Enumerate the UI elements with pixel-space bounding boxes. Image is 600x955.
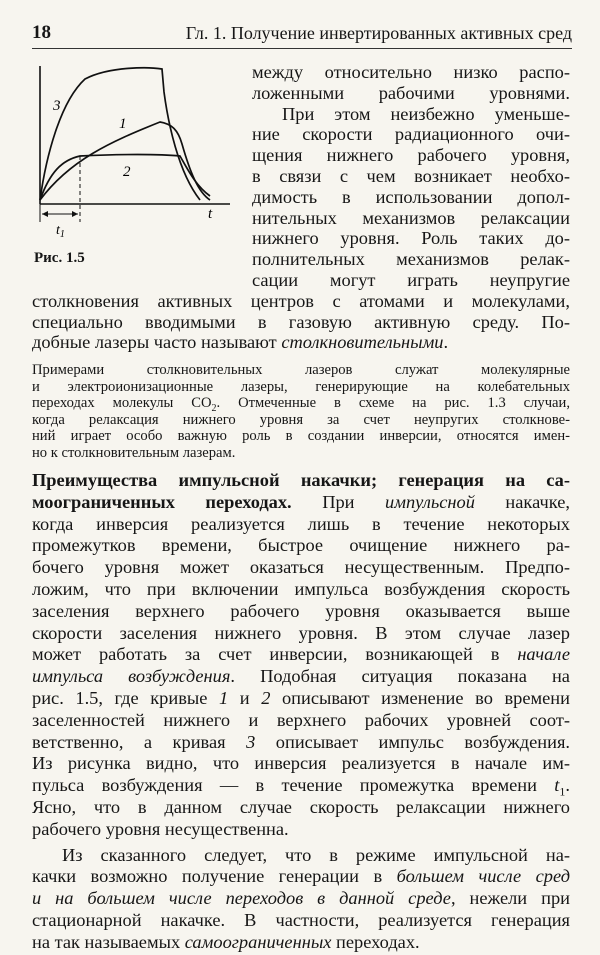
label-curve-2: 2 [123,164,131,180]
section2-line-3: когда инверсия реализуется лишь в течение некоторых [32,513,570,534]
para1-line-4: ние скорости радиационного очи- [252,124,570,145]
label-curve-3: 3 [53,98,61,114]
para1-line-12: столкновения активных центров с атомами и молекулами, [32,290,570,311]
para1-line-5: щения нижнего рабочего уровня, [252,145,570,166]
para1-line-11: сации могут играть неупругие [252,270,570,290]
section2-line-9: может работать за счет инверсии, возникающей в начале [32,644,570,665]
para3-line-5: на так называемых самоограниченных переходах. [32,931,420,952]
section2-line-17: рабочего уровня несущественна. [32,818,289,839]
para1-line-14: добные лазеры часто называют столкновительными. [32,332,449,353]
section2-heading-2: моограниченных переходах. [32,491,292,512]
para1-line-9: нижнего уровня. Роль таких до- [252,228,570,249]
section2-heading-1: Преимущества импульсной накачки; генерация на са- [32,470,570,490]
figure-caption: Рис. 1.5 [34,250,85,266]
figure-1-5 [30,62,245,287]
para3-line-3: и на большем числе переходов в данной среде, нежели при [32,888,570,909]
para1-line-13: специально вводимыми в газовую активную среду. По- [32,311,570,332]
label-curve-1: 1 [119,116,127,132]
para3-line-4: стационарной накачке. В частности, реализуется генерация [32,910,570,930]
para1-line-1: между относительно низко распо- [252,62,570,82]
section2-line-13: ветственно, а кривая 3 описывает импульс возбуждения. [32,731,570,752]
section2-line-12: заселенностей нижнего и верхнего рабочих уровней соот- [32,709,570,730]
running-title: Гл. 1. Получение инвертированных активных сред [185,23,572,43]
term-stolknovitelnymi: столкновительными [281,332,444,353]
note-line-5: ний играет особо важную роль в создании инверсии, относятся имен- [32,428,570,445]
para1-line-6: в связи с чем возникает необхо- [252,166,570,186]
para1-line-2: ложенными рабочими уровнями. [252,82,570,103]
section2-line-6: ложим, что при включении импульса возбуждения скорость [32,579,570,599]
note-line-3: переходах молекулы $CO_2$. Отмеченные в схеме на рис. 1.3 случаи, [32,395,570,415]
curve-3 [40,68,200,200]
section2-heading-2-line: моограниченных переходах. При импульсной накачке, [32,491,570,512]
section2-line-7: заселения верхнего рабочего уровня оказывается выше [32,600,570,621]
para3-line-1: Из сказанного следует, что в режиме импульсной на- [62,844,570,865]
para1-line-10: полнительных механизмов релак- [252,249,570,270]
section2-line-16: Ясно, что в данном случае скорость релаксации нижнего [32,797,570,817]
section2-line-10: импульса возбуждения. Подобная ситуация показана на [32,666,570,687]
para1-line-8: нительных механизмов релаксации [252,207,570,228]
section2-line-15: пульса возбуждения — в течение промежутка времени $t_1$. [32,775,570,799]
section2-line-11: рис. 1.5, где кривые 1 и 2 описывают изменение во времени [32,688,570,708]
label-t1: $t_1$ [56,223,65,240]
para1-line-3: При этом неизбежно уменьше- [282,103,570,124]
para1-line-7: димость в использовании допол- [252,186,570,207]
page-number: 18 [32,22,51,43]
note-line-6: но к столкновительным лазерам. [32,444,236,461]
note-line-2: и электроионизационные лазеры, генерирующие на колебательных [32,378,570,395]
t1-arrow-left [42,211,48,217]
section2-line-4: промежутков времени, быстрое очищение нижнего ра- [32,535,570,556]
t1-arrow-right [72,211,78,217]
section2-line-8: скорости заселения нижнего уровня. В этом случае лазер [32,622,570,643]
section2-line-14: Из рисунка видно, что инверсия реализуется в начале им- [32,753,570,774]
figure-plot [30,62,245,242]
page-header [32,22,572,49]
para3-line-2: качки возможно получение генерации в большем числе сред [32,866,570,887]
label-axis-t: t [208,206,213,222]
section2-line-5: бочего уровня может оказаться несущественным. Предпо- [32,557,570,578]
note-line-1: Примерами столкновительных лазеров служат молекулярные [32,362,570,379]
note-line-4: когда релаксация нижнего уровня за счет неупругих столкнове- [32,411,570,428]
